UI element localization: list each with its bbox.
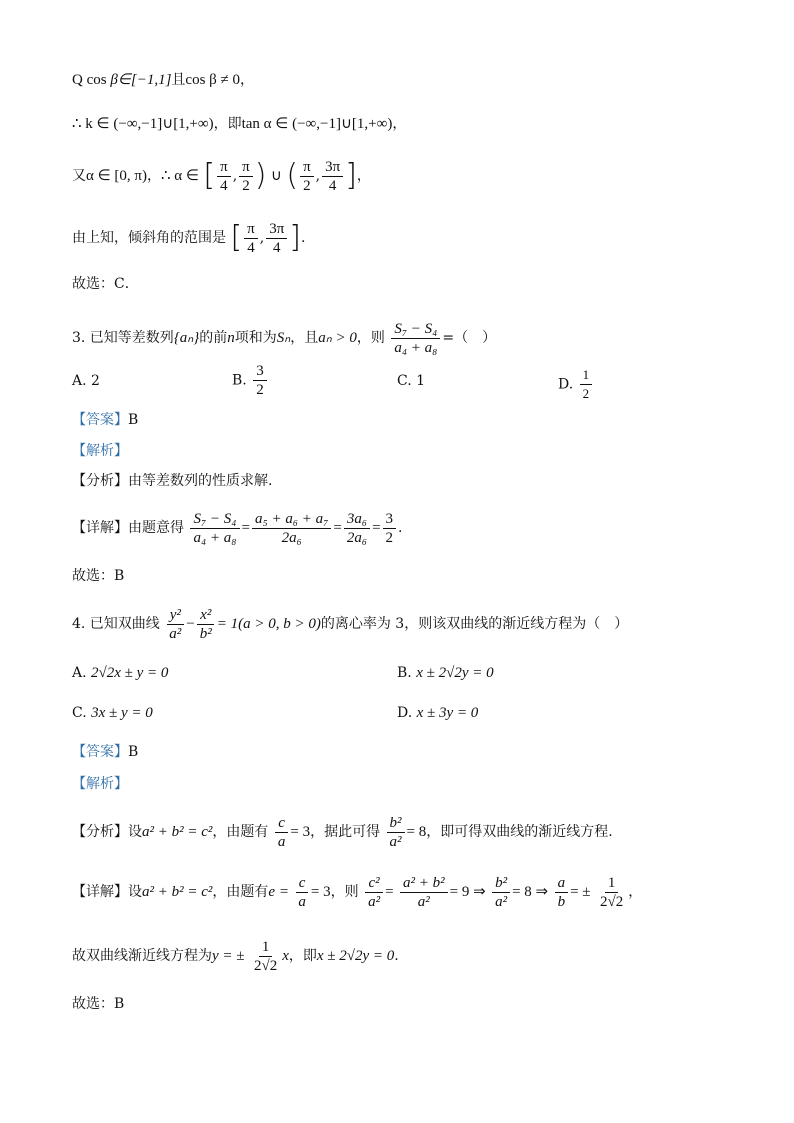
q4-fenxi: 【分析】设a² + b² = c²，由题有 $\frac{c}{a}$ = 3，据此可得 $\frac{\text{b²}}{\text{a²}}$ = 8，即可得双曲线的渐近线方程. [72, 814, 613, 850]
q4-detail: 【详解】设a² + b² = c²，由题有e = $\frac{c}{a}$ = 3，则 $\frac{\text{c²}}{\text{a²}}$ = $\frac{\text{a² + b²}}{\text{a²}}$ = 9 ⇒ $\frac{\text{b²}}{\text{a²}}$ = 8 ⇒ $\frac{a}{b}$ = ± $\frac{1}{2√2}$ ， [72, 874, 643, 910]
fraction: $\frac{\pi}{2}$ [300, 158, 314, 195]
fraction: $\frac{\pi}{2}$ [239, 158, 253, 195]
fraction: $\frac{c}{a}$ [295, 874, 309, 911]
fraction: $\frac{\text{a² + b²}}{\text{a²}}$ [400, 874, 448, 911]
q4-option-b: B. x ± 2√2y = 0 [397, 665, 494, 681]
fraction: $\frac{\text{b²}}{\text{a²}}$ [492, 874, 510, 911]
fraction: $\frac{3\pi}{4}$ [266, 220, 287, 257]
fraction: $\frac{\pi}{4}$ [244, 220, 258, 257]
fraction: $\frac{3}{2}$ [383, 510, 397, 547]
fraction: $\frac{c}{a}$ [275, 814, 289, 851]
fraction: $\frac{\text{y²}}{\text{a²}}$ [166, 606, 184, 643]
fraction: $\frac{3}{2}$ [253, 362, 267, 399]
solution-line-4: 由上知，倾斜角的范围是 [ $\frac{\pi}{4}$ , $\frac{3\pi}{4}$ ]. [72, 220, 306, 256]
q3-option-c: C. 1 [397, 373, 426, 389]
question-4-stem: 4. 已知双曲线 $\frac{\text{y²}}{\text{a²}}$ − $\frac{\text{x²}}{\text{b²}}$ = 1(a > 0, b > 0)的离心率为 3，则该双曲线的渐近线方程为（ ） [72, 606, 629, 642]
fraction: $\frac{1}{2}$ [580, 366, 593, 403]
fraction: $\frac{1}{2√2}$ [599, 874, 624, 910]
solution-line-3: 又α ∈ [0, π)，∴ α ∈ [ $\frac{\pi}{4}$ , $\frac{\pi}{2}$ ) ∪ ( $\frac{\pi}{2}$ , $\frac{3\pi}{4}$ ]， [72, 158, 371, 194]
question-3-stem: 3. 已知等差数列{aₙ}的前n项和为Sₙ，且aₙ > 0，则 $\frac{\text{S₇ − S₄}}{\text{a₄ + a₈}}$ =（ ） [72, 320, 497, 356]
q3-detail: 【详解】由题意得 $\frac{\text{S₇ − S₄}}{\text{a₄ + a₈}}$ = $\frac{\text{a₅ + a₆ + a₇}}{\text{2a₆}}$ = $\frac{\text{3a₆}}{\text{2a₆}}$ = $\frac{3}{2}$ . [72, 510, 403, 546]
fraction: $\frac{a}{b}$ [555, 874, 569, 911]
solution-line-1: Q cos β∈[−1,1]且cos β ≠ 0， [72, 72, 255, 88]
q4-answer: 【答案】B [72, 744, 139, 760]
q3-fenxi: 【分析】由等差数列的性质求解. [72, 473, 273, 489]
q3-option-b: B. $\frac{3}{2}$ [232, 362, 269, 399]
q4-choice: 故选：B [72, 996, 125, 1012]
fraction: $\frac{\pi}{4}$ [217, 158, 231, 195]
q4-analysis-heading: 【解析】 [72, 776, 128, 792]
fraction: $\frac{\text{a₅ + a₆ + a₇}}{\text{2a₆}}$ [252, 510, 331, 547]
q4-option-a: A. 2√2x ± y = 0 [72, 665, 169, 681]
fraction: $\frac{\text{b²}}{\text{a²}}$ [387, 814, 405, 851]
fraction: $\frac{\text{S₇ − S₄}}{\text{a₄ + a₈}}$ [190, 510, 239, 547]
q3-answer: 【答案】B [72, 412, 139, 428]
q3-analysis-heading: 【解析】 [72, 443, 128, 459]
solution-line-2: ∴ k ∈ (−∞,−1]∪[1,+∞)，即tan α ∈ (−∞,−1]∪[1,+∞)， [72, 116, 407, 132]
fraction: $\frac{\text{c²}}{\text{a²}}$ [365, 874, 383, 911]
q3-option-d: D. $\frac{1}{2}$ [558, 366, 594, 403]
fraction: $\frac{\text{3a₆}}{\text{2a₆}}$ [344, 510, 370, 547]
q4-option-d: D. x ± 3y = 0 [397, 705, 479, 721]
fraction: $\frac{3\pi}{4}$ [322, 158, 343, 195]
q4-option-c: C. 3x ± y = 0 [72, 705, 153, 721]
fraction: $\frac{\text{S₇ − S₄}}{\text{a₄ + a₈}}$ [391, 320, 440, 357]
q3-choice: 故选：B [72, 568, 125, 584]
choice-line-prev: 故选：C． [72, 276, 139, 292]
fraction: $\frac{1}{2√2}$ [253, 938, 278, 974]
fraction: $\frac{\text{x²}}{\text{b²}}$ [197, 606, 215, 643]
q4-asymptote-line: 故双曲线渐近线方程为y = ± $\frac{1}{2√2}$ x，即x ± 2√2y = 0. [72, 938, 399, 974]
q3-option-a: A. 2 [72, 373, 100, 389]
